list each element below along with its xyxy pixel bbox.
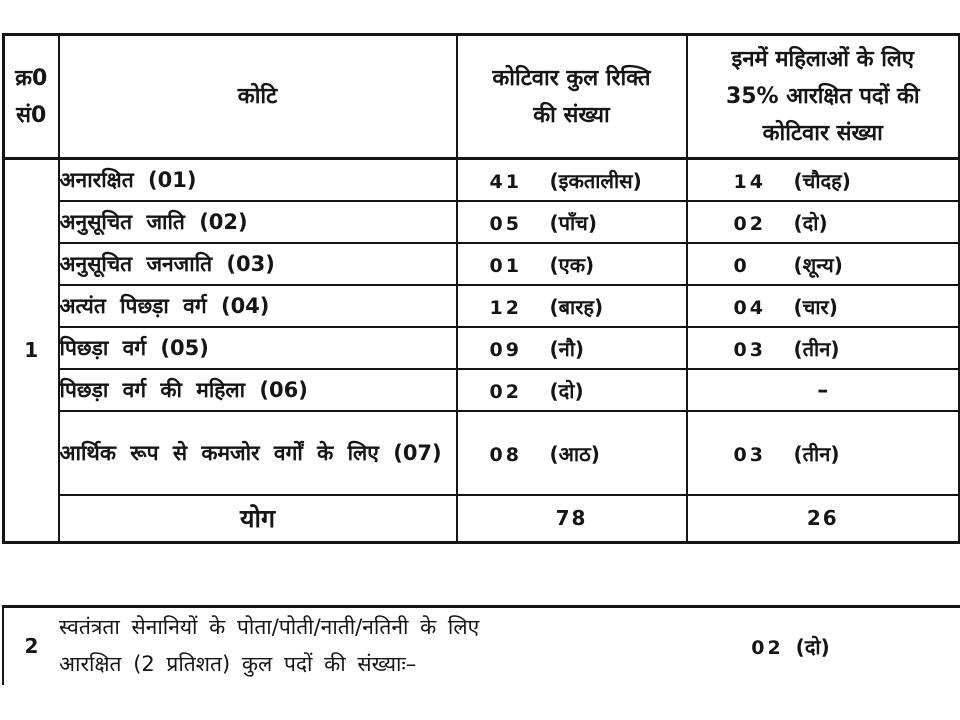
total-number: 09 — [489, 338, 522, 361]
freedom-fighter-table — [2, 605, 960, 685]
total-word: (बारह) — [549, 294, 604, 319]
total-value-cell — [457, 327, 687, 369]
total-value-cell — [457, 243, 687, 285]
total-label-cell: योग — [59, 495, 457, 542]
total-value-cell — [457, 411, 687, 495]
header-women-line2: 35% आरक्षित पदों की — [725, 84, 920, 109]
total-number: 02 — [489, 380, 522, 403]
women-value-cell — [687, 243, 960, 285]
women-word: (चौदह) — [793, 168, 851, 193]
category-cell: आर्थिक रूप से कमजोर वर्गों के लिए (07) — [59, 411, 457, 495]
women-word: (दो) — [793, 210, 828, 235]
women-number: 04 — [733, 296, 766, 319]
women-value-cell — [687, 327, 960, 369]
serial-cell: 1 — [4, 159, 59, 543]
total-value-cell — [457, 201, 687, 243]
total-sum-cell: 78 — [457, 495, 687, 542]
category-cell: अनारक्षित (01) — [59, 159, 457, 202]
total-word: (पाँच) — [549, 210, 598, 235]
total-number: 08 — [489, 443, 522, 466]
table-row — [4, 243, 960, 285]
total-number: 05 — [489, 212, 522, 235]
total-value-cell — [457, 159, 687, 202]
women-value-cell — [687, 369, 960, 411]
header-total-cell — [457, 35, 687, 159]
women-number: 14 — [733, 170, 766, 193]
table-row — [4, 201, 960, 243]
category-cell: अत्यंत पिछड़ा वर्ग (04) — [59, 285, 457, 327]
header-serial-line2: सं0 — [16, 102, 47, 128]
table-row — [4, 411, 960, 495]
header-women-line1: इनमें महिलाओं के लिए — [731, 47, 914, 72]
table-row — [4, 369, 960, 411]
total-number: 12 — [489, 296, 522, 319]
women-number: 02 — [733, 212, 766, 235]
women-value-cell — [687, 159, 960, 202]
women-value-cell — [687, 201, 960, 243]
vacancy-table — [2, 33, 960, 544]
table-row — [4, 327, 960, 369]
ff-value-word: (दो) — [795, 634, 830, 659]
category-cell: अनुसूचित जनजाति (03) — [59, 243, 457, 285]
header-serial-cell — [4, 35, 59, 159]
total-word: (एक) — [549, 252, 595, 277]
total-word: (दो) — [549, 378, 584, 403]
total-value-cell — [457, 285, 687, 327]
header-total-line2: की संख्या — [533, 102, 610, 128]
women-number: 03 — [733, 443, 766, 466]
header-row — [4, 35, 960, 159]
freedom-fighter-row — [3, 607, 960, 685]
header-total-line1: कोटिवार कुल रिक्ति — [492, 65, 651, 91]
women-number: – — [817, 377, 829, 403]
ff-description-line1: स्वतंत्रता सेनानियों के पोता/पोती/नाती/नतिनी के लिए — [59, 615, 480, 640]
header-women-line3: कोटिवार संख्या — [762, 121, 883, 146]
total-word: (इकतालीस) — [549, 168, 642, 193]
total-number: 41 — [489, 170, 522, 193]
ff-serial-cell: 2 — [24, 634, 39, 659]
category-cell: पिछड़ा वर्ग (05) — [59, 327, 457, 369]
women-word: (तीन) — [793, 336, 840, 361]
women-word: (शून्य) — [793, 252, 843, 277]
women-sum-cell: 26 — [687, 495, 960, 542]
category-cell: अनुसूचित जाति (02) — [59, 201, 457, 243]
total-number: 01 — [489, 254, 522, 277]
table-row — [4, 285, 960, 327]
ff-value-number: 02 — [751, 636, 784, 659]
women-number: 03 — [733, 338, 766, 361]
total-row — [4, 495, 960, 542]
total-word: (नौ) — [549, 336, 585, 361]
header-serial-line1: क्र0 — [15, 65, 48, 91]
women-word: (तीन) — [793, 441, 840, 466]
total-value-cell — [457, 369, 687, 411]
ff-value-cell — [621, 607, 960, 685]
header-women-cell — [687, 35, 960, 159]
total-word: (आठ) — [549, 441, 600, 466]
header-category-cell: कोटि — [59, 35, 457, 159]
women-number: 0 — [733, 254, 750, 277]
category-cell: पिछड़ा वर्ग की महिला (06) — [59, 369, 457, 411]
women-word: (चार) — [793, 294, 838, 319]
women-value-cell — [687, 285, 960, 327]
ff-description-line2: आरक्षित (2 प्रतिशत) कुल पदों की संख्याः– — [59, 652, 417, 677]
ff-description-cell — [59, 607, 621, 685]
table-row — [4, 159, 960, 202]
women-value-cell — [687, 411, 960, 495]
